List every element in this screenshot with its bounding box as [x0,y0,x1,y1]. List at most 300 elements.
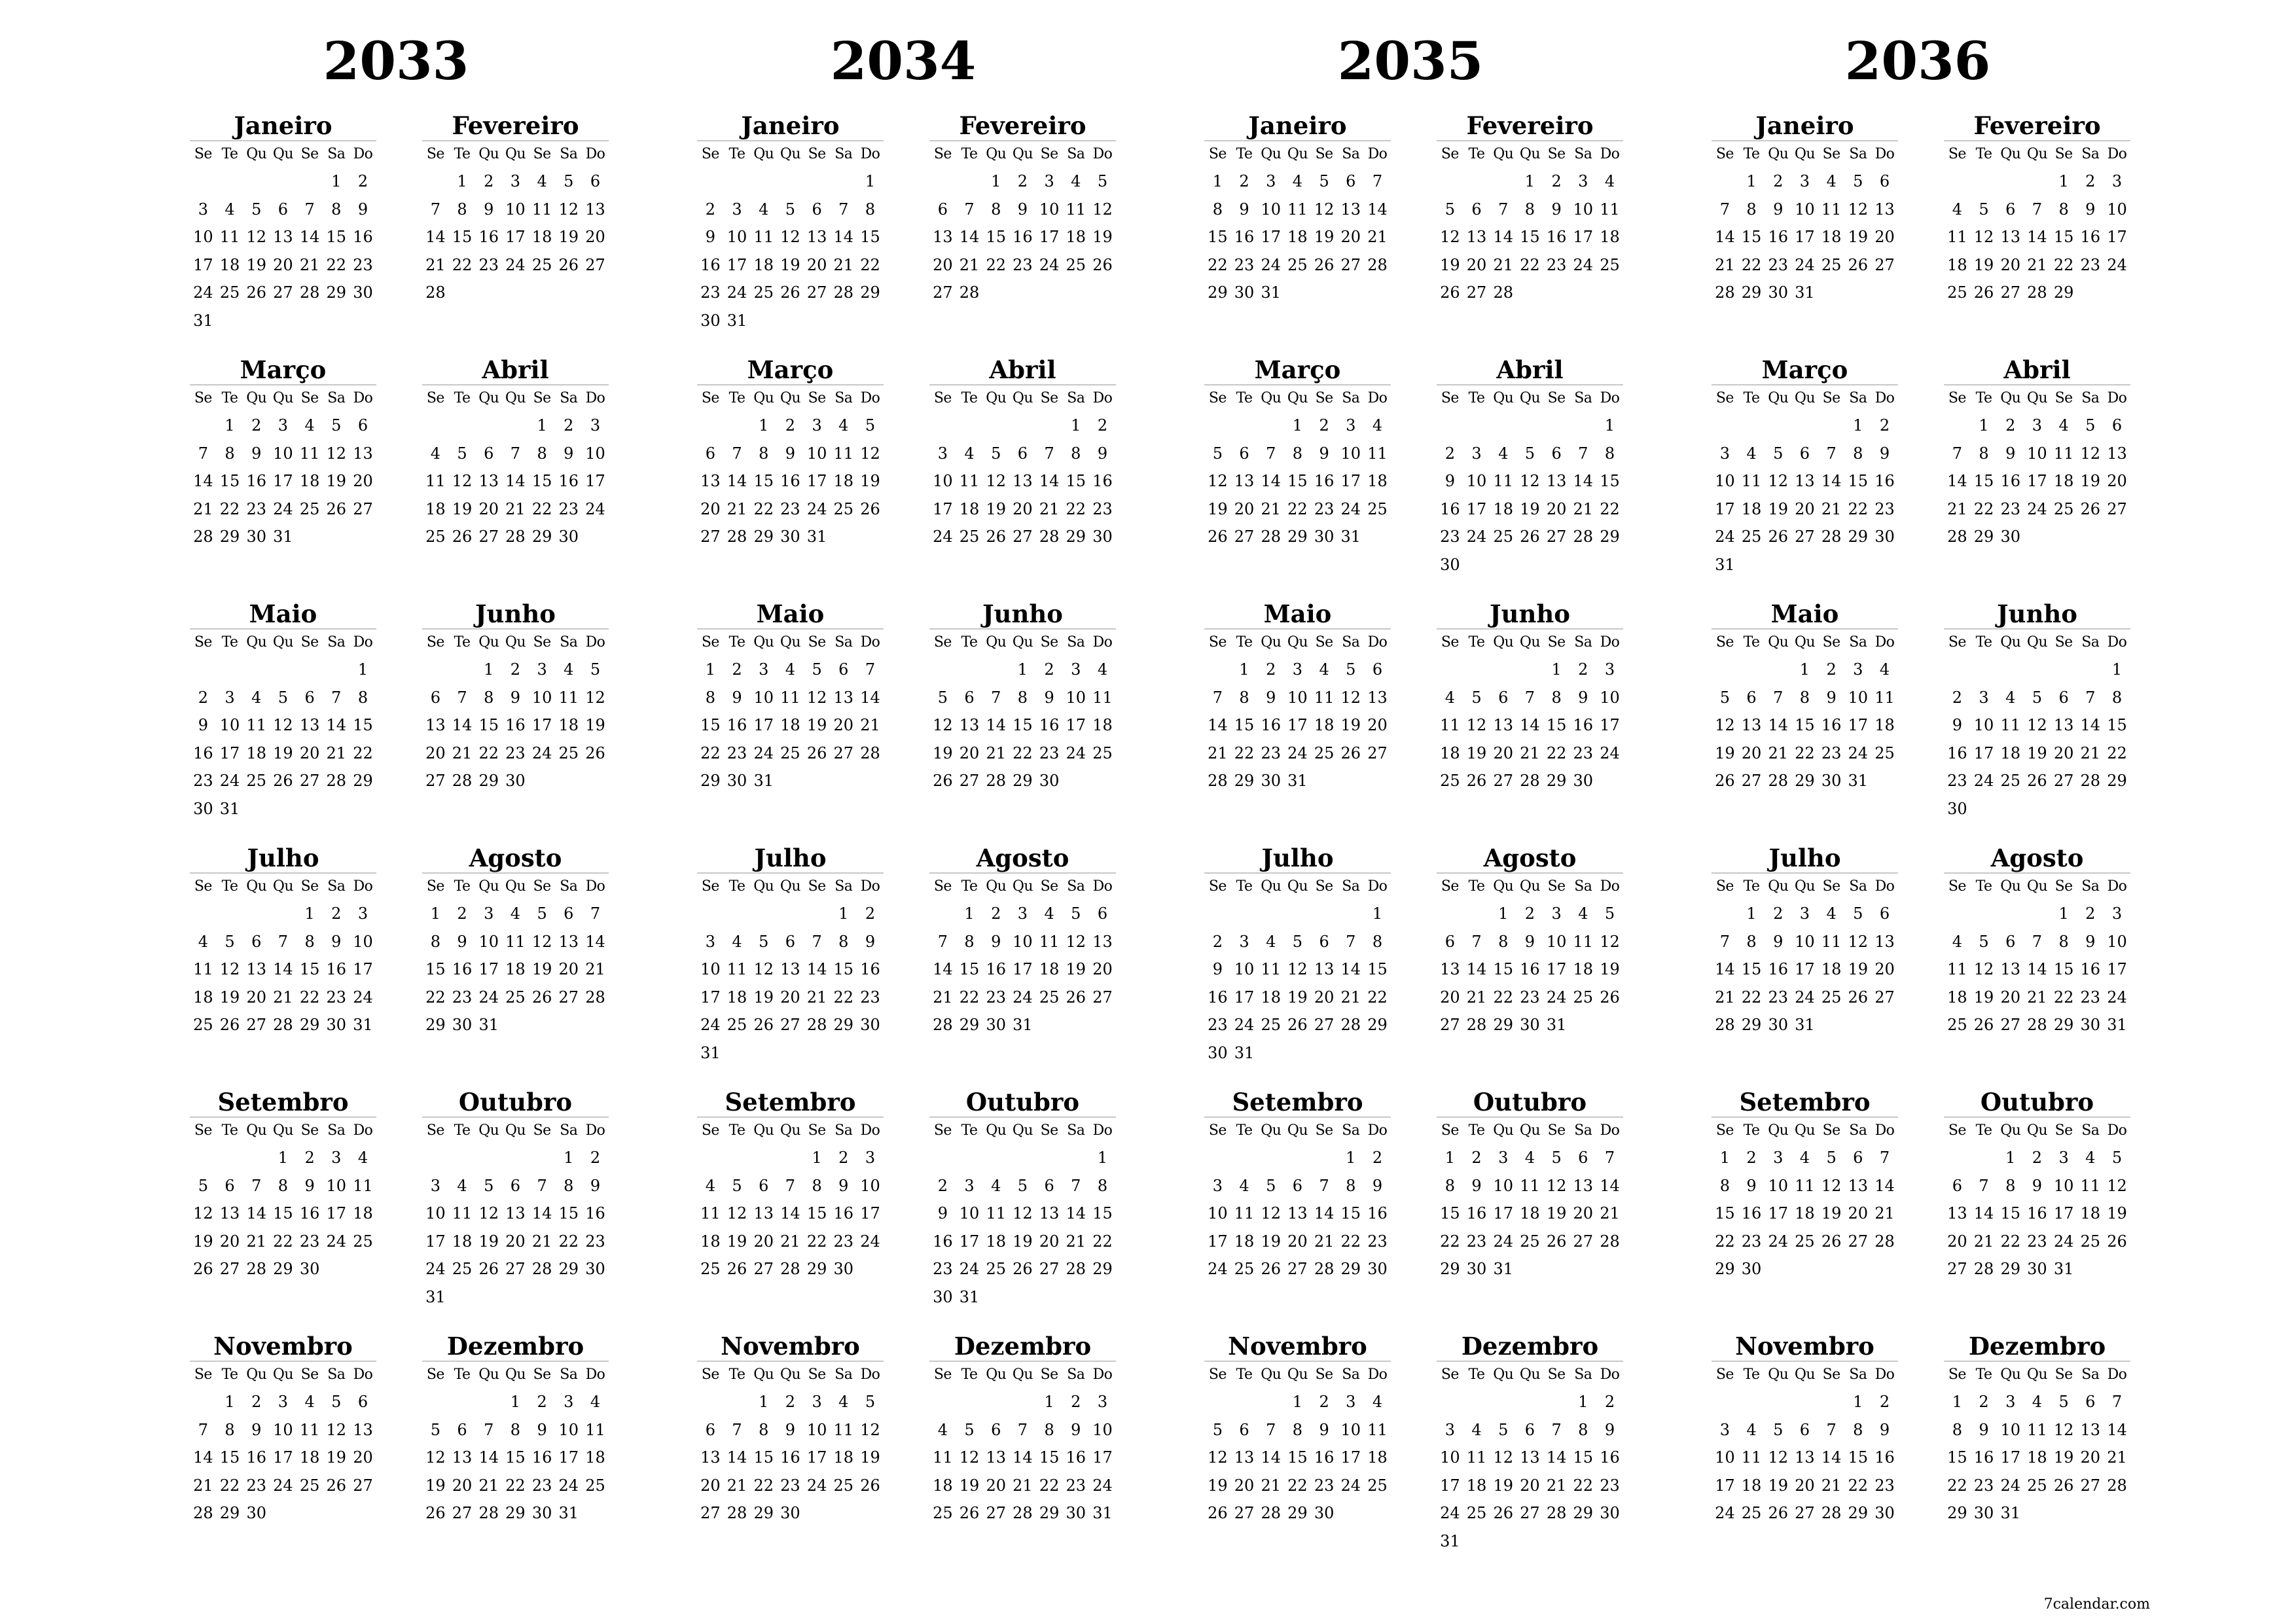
weekday-label: Te [1468,390,1485,406]
day-cell: 5 [1853,904,1863,923]
weekday-label: Qu [1519,878,1540,895]
day-cell: 16 [558,472,579,491]
day-cell: 27 [585,255,605,274]
day-cell: 9 [537,1420,547,1439]
day-cell: 16 [700,255,721,274]
day-cell [1971,168,1998,196]
month-block [1712,844,1898,1039]
day-cell: 8 [1746,932,1757,951]
week-row [1712,684,1898,712]
day-cell: 27 [753,1260,774,1279]
week-row [190,307,376,335]
week-row [1204,900,1391,928]
day-cell [475,1388,502,1416]
day-cell: 29 [1741,1016,1762,1035]
weekday-header [697,628,884,656]
day-cell [1971,795,1998,823]
day-cell: 28 [505,527,526,546]
weekday-label: Do [1874,634,1895,651]
day-cell: 21 [2027,988,2047,1007]
day-cell: 27 [2053,772,2074,791]
month-block [1437,1332,1623,1556]
day-cell: 10 [1066,688,1086,707]
weekday-label: Do [1092,634,1113,651]
day-cell: 1 [1239,660,1249,679]
day-cell: 22 [1973,499,1994,518]
day-cell: 18 [1741,499,1762,518]
day-cell [1437,656,1463,684]
day-cell: 18 [2027,1448,2047,1467]
day-cell: 28 [193,1504,213,1523]
day-cell: 14 [833,228,854,247]
day-cell: 25 [1795,1232,1815,1251]
week-row [1437,1228,1623,1256]
day-cell: 20 [833,716,854,735]
day-cell: 30 [1234,283,1255,302]
day-cell: 25 [1947,1016,1967,1035]
weekday-label: Sa [1342,878,1360,895]
week-row [1437,1011,1623,1039]
weekday-label: Se [300,634,319,651]
day-cell: 10 [1715,472,1735,491]
day-cell: 25 [452,1260,473,1279]
day-cell: 7 [430,200,440,219]
day-cell: 23 [1314,499,1335,518]
weekday-label: Do [1367,1366,1388,1383]
day-cell: 15 [1039,1448,1060,1467]
day-cell: 9 [937,1204,948,1223]
day-cell: 28 [986,772,1006,791]
day-cell: 26 [753,1016,774,1035]
day-cell: 11 [299,444,320,463]
month-name: Setembro [725,1088,856,1116]
month-block [1437,111,1623,307]
day-cell: 28 [2107,1476,2127,1495]
weekday-label: Se [1715,1366,1734,1383]
day-cell: 9 [457,932,467,951]
day-cell: 24 [2053,1232,2074,1251]
day-cell [830,1499,857,1527]
day-cell: 16 [326,960,347,979]
day-cell: 13 [1848,1176,1869,1195]
day-cell: 7 [1719,200,1730,219]
day-cell: 13 [806,228,827,247]
day-cell: 6 [2111,416,2123,435]
day-cell: 17 [860,1204,880,1223]
day-cell: 28 [452,772,473,791]
day-cell [1844,1255,1871,1283]
weekday-label: Qu [753,1366,774,1383]
weekday-label: Te [961,390,978,406]
day-cell: 8 [510,1420,521,1439]
week-row [1437,1527,1623,1556]
day-cell: 9 [1551,200,1562,219]
day-cell: 2 [1604,1393,1615,1411]
month-block [1944,844,2130,1039]
day-cell: 27 [1520,1504,1540,1523]
weekday-label: Sa [1849,1122,1867,1139]
day-cell: 8 [2111,688,2123,707]
day-cell: 20 [299,743,320,762]
day-cell: 4 [224,200,235,219]
day-cell [1463,900,1490,928]
day-cell: 26 [860,499,880,518]
day-cell: 11 [1821,200,1842,219]
day-cell: 7 [865,660,876,679]
day-cell [1516,412,1543,440]
day-cell: 7 [2085,688,2096,707]
week-row [1437,168,1623,196]
day-cell: 13 [1367,688,1388,707]
weekday-label: Te [1975,878,1992,895]
weekday-label: Se [300,390,319,406]
day-cell [1204,1388,1231,1416]
weekday-header [1204,140,1391,168]
month-name: Dezembro [1968,1332,2106,1361]
weekday-label: Qu [1519,390,1540,406]
week-row [1712,900,1898,928]
day-cell: 3 [590,416,601,435]
weekday-label: Qu [1261,878,1282,895]
day-cell: 27 [959,772,980,791]
week-row [697,1144,884,1172]
week-row [1204,251,1391,279]
weekday-label: Qu [2026,878,2047,895]
day-cell: 17 [505,228,526,247]
day-cell [1337,767,1364,795]
day-cell [2077,523,2104,551]
day-cell [929,1388,956,1416]
weekday-label: Qu [478,1122,499,1139]
day-cell: 12 [425,1448,446,1467]
day-cell [1738,551,1765,579]
week-row [1944,928,2130,956]
day-cell: 19 [246,255,266,274]
week-row [190,495,376,524]
weekday-label: Qu [272,146,293,162]
day-cell: 27 [1493,772,1513,791]
day-cell: 26 [1768,1504,1788,1523]
day-cell: 30 [1768,283,1788,302]
day-cell [1997,900,2024,928]
month-block [422,355,609,551]
day-cell: 28 [780,1260,800,1279]
day-cell: 21 [299,255,320,274]
week-row [1712,412,1898,440]
day-cell: 18 [1367,1448,1388,1467]
day-cell: 24 [1340,1476,1361,1495]
day-cell: 10 [1573,200,1594,219]
weekday-label: Sa [327,634,346,651]
day-cell [1765,551,1791,579]
day-cell: 19 [1466,743,1487,762]
day-cell: 25 [833,499,854,518]
day-cell [323,656,350,684]
day-cell [350,795,376,823]
day-cell: 9 [1017,200,1028,219]
week-row [697,1200,884,1228]
weekday-label: Sa [1342,390,1360,406]
day-cell: 2 [1372,1149,1383,1167]
day-cell: 24 [273,499,293,518]
weekday-label: Se [533,1366,551,1383]
day-cell: 4 [357,1149,368,1167]
day-cell [502,279,529,307]
month-name: Setembro [1739,1088,1871,1116]
day-cell [555,279,582,307]
day-cell: 19 [1092,228,1113,247]
day-cell: 17 [2027,472,2047,491]
day-cell: 6 [1524,1420,1535,1439]
day-cell: 30 [585,1260,605,1279]
weekday-label: Se [1948,1122,1966,1139]
day-cell: 10 [1600,688,1620,707]
day-cell: 6 [1952,1176,1962,1195]
day-cell: 12 [1821,1176,1842,1195]
day-cell: 2 [2085,172,2096,190]
day-cell: 28 [1947,527,1967,546]
day-cell: 27 [2000,283,2020,302]
day-cell: 13 [2053,716,2074,735]
day-cell: 18 [1795,1204,1815,1223]
day-cell: 20 [1466,255,1487,274]
day-cell: 17 [478,960,499,979]
day-cell: 25 [531,255,552,274]
day-cell: 20 [700,499,721,518]
day-cell: 16 [1874,1448,1895,1467]
weekday-header [1437,872,1623,900]
day-cell [1543,279,1570,307]
day-cell: 13 [1795,472,1815,491]
weekday-label: Qu [2026,146,2047,162]
day-cell: 1 [1719,1149,1730,1167]
day-cell [1738,656,1765,684]
day-cell: 2 [785,1393,796,1411]
day-cell: 31 [1340,527,1361,546]
weekday-label: Se [1547,1366,1566,1383]
day-cell: 17 [2053,1204,2074,1223]
weekday-label: Se [1040,634,1058,651]
day-cell: 14 [1520,716,1540,735]
week-row [190,196,376,224]
day-cell [1997,795,2024,823]
day-cell: 19 [452,499,473,518]
day-cell: 27 [1874,988,1895,1007]
day-cell [830,1039,857,1067]
day-cell: 5 [1097,172,1108,190]
weekday-label: Se [194,390,212,406]
day-cell: 30 [700,311,721,330]
week-row [1712,1416,1898,1444]
day-cell: 25 [558,743,579,762]
weekday-label: Qu [478,878,499,895]
day-cell: 13 [353,444,373,463]
day-cell: 21 [1520,743,1540,762]
day-cell: 5 [1826,1149,1837,1167]
weekday-label: Qu [1287,1122,1308,1139]
day-cell [857,1499,884,1527]
day-cell: 23 [478,255,499,274]
week-row [190,955,376,984]
day-cell: 18 [1947,988,1967,1007]
day-cell: 15 [1066,472,1086,491]
week-row [1712,1472,1898,1500]
day-cell: 27 [353,1476,373,1495]
day-cell: 26 [219,1016,240,1035]
day-cell: 17 [959,1232,980,1251]
day-cell [857,523,884,551]
day-cell: 28 [726,527,747,546]
day-cell: 27 [1013,527,1033,546]
day-cell: 1 [1746,172,1757,190]
day-cell: 14 [1466,960,1487,979]
week-row [1712,1011,1898,1039]
day-cell [777,307,804,335]
day-cell: 7 [1044,444,1054,463]
day-cell: 2 [1017,172,1028,190]
day-cell: 14 [505,472,526,491]
day-cell: 22 [2107,743,2127,762]
day-cell: 22 [219,1476,240,1495]
day-cell: 1 [1551,660,1562,679]
day-cell [1596,279,1623,307]
day-cell: 14 [1768,716,1788,735]
week-row [1204,928,1391,956]
day-cell: 30 [933,1287,953,1306]
month-name: Dezembro [954,1332,1092,1361]
day-cell: 29 [425,1016,446,1035]
day-cell [1437,412,1463,440]
month-block [422,111,609,307]
day-cell: 9 [1471,1176,1482,1195]
weekday-label: Qu [272,390,293,406]
week-row [697,279,884,307]
day-cell: 24 [353,988,373,1007]
weekday-label: Se [808,1366,826,1383]
day-cell [502,1011,529,1039]
month-block [422,844,609,1039]
day-cell [475,279,502,307]
day-cell: 3 [1773,1149,1784,1167]
day-cell: 6 [1097,904,1108,923]
day-cell [982,1388,1009,1416]
day-cell: 16 [1466,1204,1487,1223]
day-cell [2051,1499,2077,1527]
day-cell: 17 [1795,960,1815,979]
day-cell: 10 [353,932,373,951]
day-cell: 27 [2107,499,2127,518]
month-block [1204,1332,1391,1527]
day-cell: 18 [1039,960,1060,979]
day-cell: 14 [1261,472,1281,491]
weekday-label: Do [1367,390,1388,406]
day-cell [1062,279,1089,307]
day-cell: 28 [806,1016,827,1035]
day-cell [475,1144,502,1172]
day-cell [1204,412,1231,440]
weekday-header [929,628,1116,656]
day-cell: 14 [1546,1448,1567,1467]
weekday-label: Se [426,146,444,162]
week-row [697,1499,884,1527]
day-cell: 9 [484,200,494,219]
day-cell: 20 [2000,255,2020,274]
day-cell: 20 [933,255,953,274]
day-cell: 8 [1746,200,1757,219]
day-cell: 10 [806,1420,827,1439]
day-cell: 19 [531,960,552,979]
day-cell: 24 [726,283,747,302]
day-cell: 6 [1292,1176,1303,1195]
week-row [1204,955,1391,984]
day-cell: 16 [1947,743,1967,762]
day-cell: 11 [193,960,213,979]
day-cell: 13 [1520,1448,1540,1467]
day-cell: 16 [1600,1448,1620,1467]
day-cell: 18 [353,1204,373,1223]
day-cell: 23 [2080,988,2101,1007]
day-cell [982,279,1009,307]
day-cell: 1 [430,904,440,923]
weekday-label: Te [961,1122,978,1139]
month-name: Setembro [217,1088,349,1116]
day-cell: 12 [1092,200,1113,219]
day-cell: 25 [1874,743,1895,762]
day-cell: 24 [1208,1260,1228,1279]
weekday-label: Qu [246,1366,267,1383]
day-cell: 8 [1853,444,1863,463]
day-cell: 6 [2005,932,2016,951]
weekday-header [422,140,609,168]
month-block [190,599,376,823]
day-cell [1311,767,1338,795]
day-cell: 10 [2053,1176,2074,1195]
weekday-label: Te [728,390,745,406]
day-cell: 1 [304,904,315,923]
day-cell: 10 [1234,960,1255,979]
day-cell: 27 [273,283,293,302]
day-cell: 11 [531,200,552,219]
day-cell: 21 [1314,1232,1335,1251]
weekday-label: Se [1208,878,1227,895]
day-cell [1284,1144,1311,1172]
day-cell: 1 [964,904,975,923]
day-cell: 9 [2085,932,2096,951]
day-cell: 26 [1208,1504,1228,1523]
weekday-label: Qu [1794,146,1815,162]
day-cell: 26 [1973,1016,1994,1035]
day-cell: 6 [838,660,849,679]
day-cell: 3 [1719,444,1730,463]
day-cell: 6 [1372,660,1383,679]
day-cell: 18 [700,1232,721,1251]
day-cell: 27 [558,988,579,1007]
weekday-label: Te [728,878,745,895]
day-cell: 29 [1573,1504,1594,1523]
week-row [1437,900,1623,928]
day-cell: 2 [1826,660,1837,679]
day-cell [1089,1011,1116,1039]
week-row [422,1444,609,1472]
day-cell: 31 [2053,1260,2074,1279]
week-row [1204,196,1391,224]
day-cell: 28 [933,1016,953,1035]
weekday-label: Do [353,390,373,406]
day-cell: 14 [1013,1448,1033,1467]
day-cell: 12 [326,444,347,463]
day-cell: 9 [2005,444,2016,463]
week-row [1944,1388,2130,1416]
